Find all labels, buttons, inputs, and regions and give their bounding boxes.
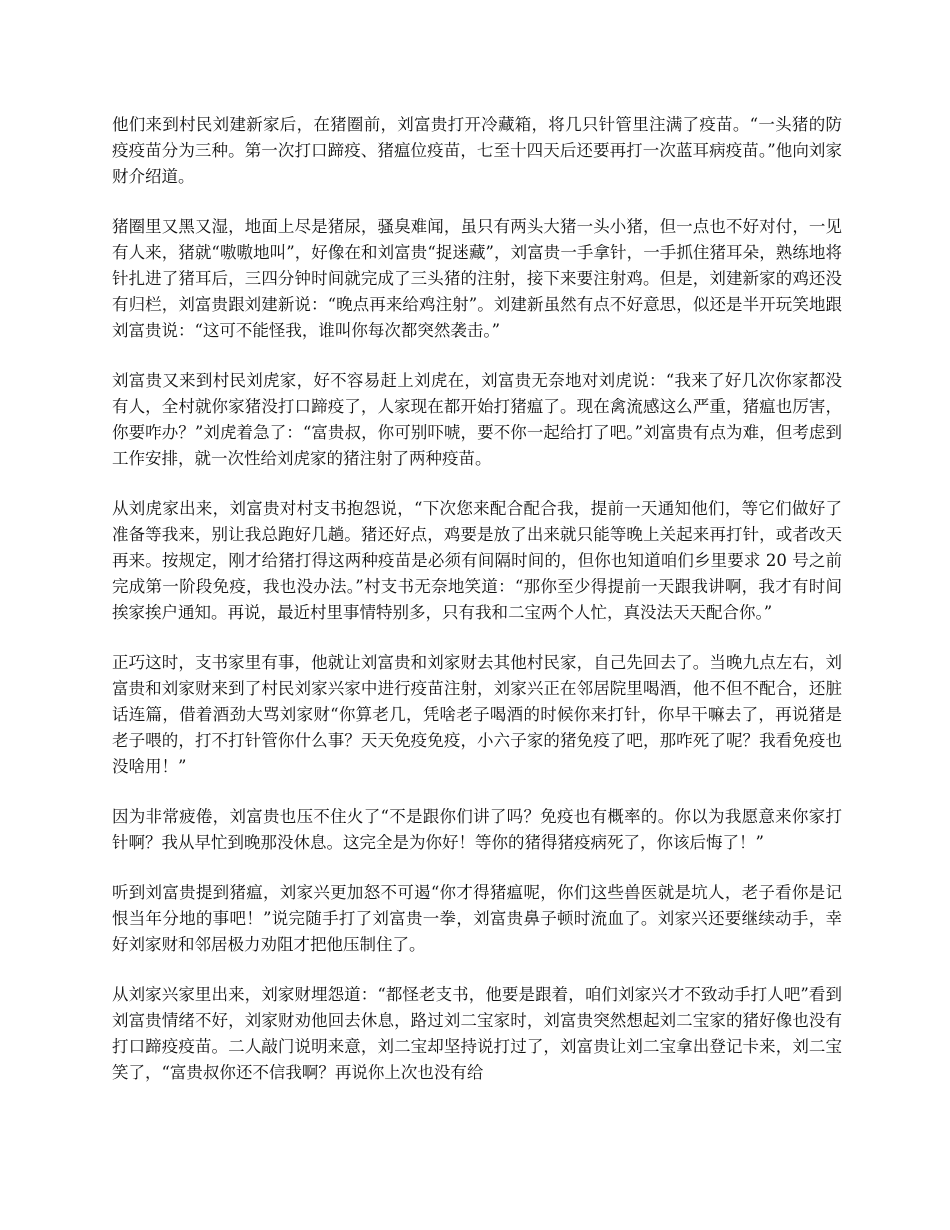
paragraph-6: 因为非常疲倦，刘富贵也压不住火了“不是跟你们讲了吗？免疫也有概率的。你以为我愿意来你家打针啊？我从早忙到晚那没休息。这完全是为你好！等你的猪得猪疫病死了，你该后悔了！” — [112, 807, 842, 852]
paragraph-1: 他们来到村民刘建新家后，在猪圈前，刘富贵打开冷藏箱，将几只针管里注满了疫苗。“一头猪的防疫疫苗分为三种。第一次打口蹄疫、猪瘟位疫苗，七至十四天后还要再打一次蓝耳病疫苗。”他向刘家财介绍道。 — [112, 115, 842, 186]
paragraph-3: 刘富贵又来到村民刘虎家，好不容易赶上刘虎在，刘富贵无奈地对刘虎说：“我来了好几次你家都没有人，全村就你家猪没打口蹄疫了，人家现在都开始打猪瘟了。现在禽流感这么严重，猪瘟也厉害，你要咋办？”刘虎着急了：“富贵叔，你可别吓唬，要不你一起给打了吧。”刘富贵有点为难，但考虑到工作安排，就一次性给刘虎家的猪注射了两种疫苗。 — [112, 371, 842, 468]
paragraph-2: 猪圈里又黑又湿，地面上尽是猪尿，骚臭难闻，虽只有两头大猪一头小猪，但一点也不好对付，一见有人来，猪就“嗷嗷地叫”，好像在和刘富贵“捉迷藏”，刘富贵一手拿针，一手抓住猪耳朵，熟练地将针扎进了猪耳后，三四分钟时间就完成了三头猪的注射，接下来要注射鸡。但是，刘建新家的鸡还没有归栏，刘富贵跟刘建新说：“晚点再来给鸡注射”。刘建新虽然有点不好意思，似还是半开玩笑地跟刘富贵说：“这可不能怪我，谁叫你每次都突然袭击。” — [112, 217, 842, 340]
paragraph-4: 从刘虎家出来，刘富贵对村支书抱怨说，“下次您来配合配合我，提前一天通知他们，等它们做好了准备等我来，别让我总跑好几趟。猪还好点，鸡要是放了出来就只能等晚上关起来再打针，或者改天再来。按规定，刚才给猪打得这两种疫苗是必须有间隔时间的，但你也知道咱们乡里要求 20 号之前完成第一阶段免疫，我也没办法。”村支书无奈地笑道：“那你至少得提前一天跟我讲啊，我才有时间挨家挨户通知。再说，最近村里事情特别多，只有我和二宝两个人忙，真没法天天配合你。” — [112, 499, 842, 622]
paragraph-8: 从刘家兴家里出来，刘家财埋怨道：“都怪老支书，他要是跟着，咱们刘家兴才不致动手打人吧”看到刘富贵情绪不好，刘家财劝他回去休息，路过刘二宝家时，刘富贵突然想起刘二宝家的猪好像也没有打口蹄疫疫苗。二人敲门说明来意，刘二宝却坚持说打过了，刘富贵让刘二宝拿出登记卡来，刘二宝笑了，“富贵叔你还不信我啊？再说你上次也没有给 — [112, 985, 842, 1082]
document-body — [112, 112, 842, 1086]
paragraph-5: 正巧这时，支书家里有事，他就让刘富贵和刘家财去其他村民家，自己先回去了。当晚九点左右，刘富贵和刘家财来到了村民刘家兴家中进行疫苗注射，刘家兴正在邻居院里喝酒，他不但不配合，还脏话连篇，借着酒劲大骂刘家财“你算老几，凭啥老子喝酒的时候你来打针，你早干嘛去了，再说猪是老子喂的，打不打针管你什么事？天天免疫免疫，小六子家的猪免疫了吧，那咋死了呢？我看免疫也没啥用！” — [112, 653, 842, 776]
paragraph-7: 听到刘富贵提到猪瘟，刘家兴更加怒不可遏“你才得猪瘟呢，你们这些兽医就是坑人，老子看你是记恨当年分地的事吧！”说完随手打了刘富贵一拳，刘富贵鼻子顿时流血了。刘家兴还要继续动手，幸好刘家财和邻居极力劝阻才把他压制住了。 — [112, 883, 842, 954]
